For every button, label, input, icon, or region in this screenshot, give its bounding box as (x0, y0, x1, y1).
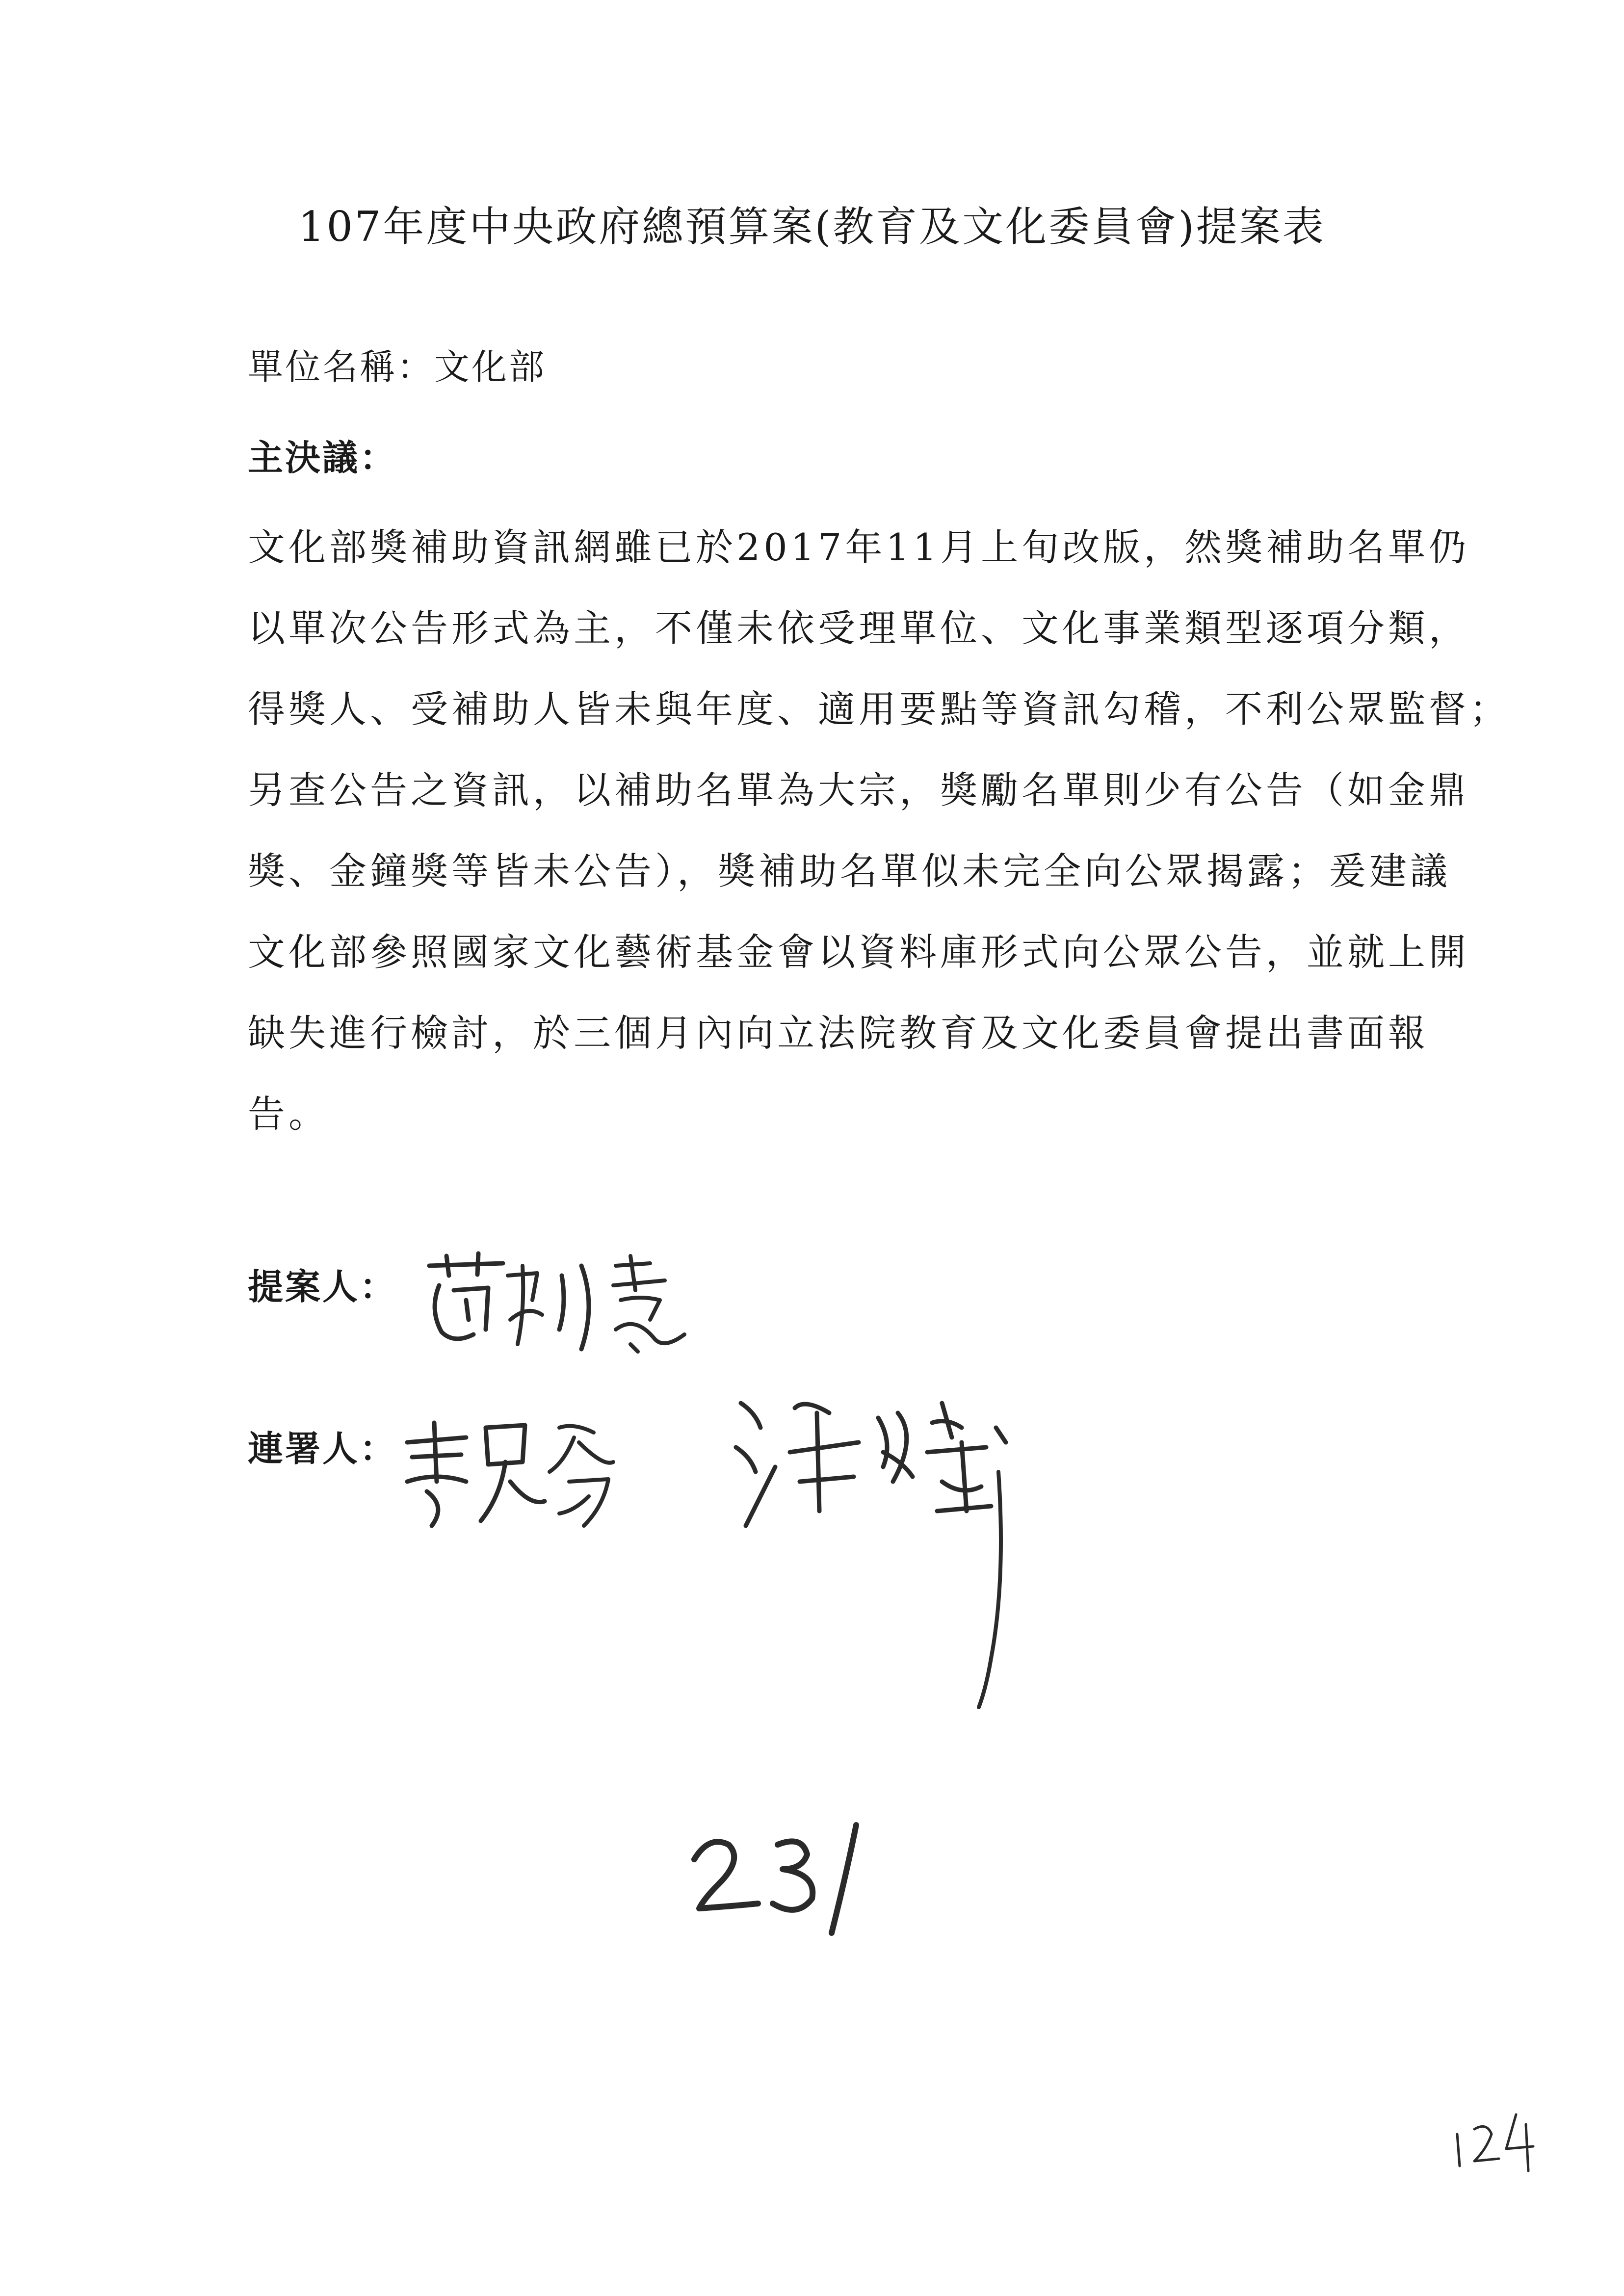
body-line: 以單次公告形式為主，不僅未依受理單位、文化事業類型逐項分類， (248, 606, 1469, 650)
resolution-heading: 主決議： (248, 437, 397, 478)
resolution-body (248, 518, 1510, 1165)
handwritten-page-number (684, 1815, 910, 1943)
handwritten-corner-number (1452, 2105, 1545, 2173)
body-line: 告。 (248, 1092, 329, 1136)
document-title: 107年度中央政府總預算案(教育及文化委員會)提案表 (298, 203, 1326, 251)
body-line: 獎、金鐘獎等皆未公告），獎補助名單似未完全向公眾揭露；爰建議 (248, 849, 1451, 893)
unit-name: 單位名稱：文化部 (248, 346, 547, 388)
body-line: 得獎人、受補助人皆未與年度、適用要點等資訊勾稽，不利公眾監督； (248, 687, 1510, 731)
cosigner-label: 連署人： (248, 1428, 397, 1469)
cosigner-signature-1 (397, 1408, 662, 1536)
body-line: 另查公告之資訊，以補助名單為大宗，獎勵名單則少有公告（如金鼎 (248, 768, 1469, 812)
cosigner-signature-2 (731, 1383, 1035, 1727)
body-line: 缺失進行檢討，於三個月內向立法院教育及文化委員會提出書面報 (248, 1011, 1429, 1055)
body-line: 文化部獎補助資訊網雖已於2017年11月上旬改版，然獎補助名單仍 (248, 525, 1470, 569)
proposer-label: 提案人： (248, 1266, 397, 1307)
proposer-signature (419, 1246, 704, 1359)
body-line: 文化部參照國家文化藝術基金會以資料庫形式向公眾公告，並就上開 (248, 930, 1469, 974)
